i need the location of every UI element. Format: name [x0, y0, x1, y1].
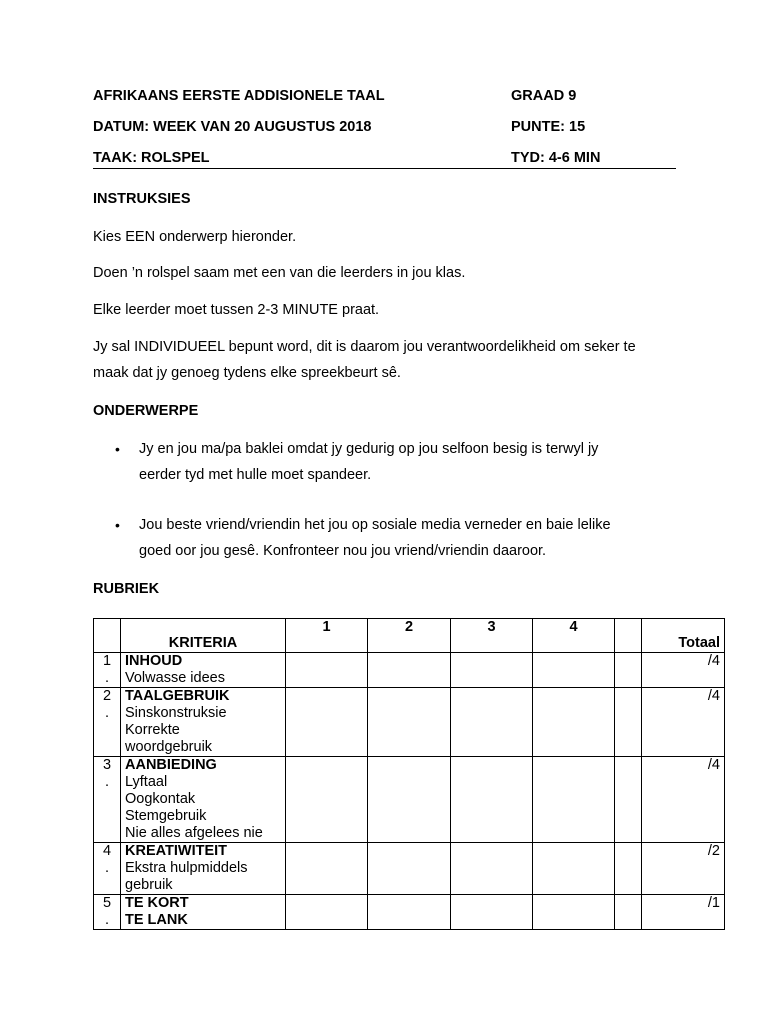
score-cell[interactable] — [368, 843, 451, 895]
header-row-subject — [93, 88, 676, 108]
criterion-detail: Oogkontak — [125, 791, 196, 807]
score-cell[interactable] — [533, 895, 615, 930]
rubric-header-score: 4 — [533, 619, 615, 653]
score-cell[interactable] — [533, 843, 615, 895]
rubric-row-number: 3 . — [94, 757, 121, 843]
score-cell[interactable] — [451, 757, 533, 843]
criterion-detail: Lyftaal — [125, 774, 168, 790]
rubric-header-row — [94, 619, 725, 653]
score-cell[interactable] — [451, 843, 533, 895]
criterion-detail: Volwasse idees — [125, 670, 225, 686]
criterion-detail: Korrekte — [125, 722, 180, 738]
instruction-line: Elke leerder moet tussen 2-3 MINUTE praat. — [93, 302, 380, 318]
criterion-title: KREATIWITEIT — [125, 843, 228, 859]
rubric-row — [94, 895, 725, 930]
header-row-date — [93, 119, 676, 139]
score-cell[interactable] — [533, 688, 615, 757]
criterion-detail: Ekstra hulpmiddels — [125, 860, 248, 876]
rubric-criterion — [121, 757, 286, 843]
instructions-heading: INSTRUKSIES — [93, 191, 191, 207]
score-cell[interactable] — [615, 895, 642, 930]
header-row-task — [93, 150, 676, 170]
criterion-title: TAALGEBRUIK — [125, 688, 230, 704]
criterion-title: AANBIEDING — [125, 757, 217, 773]
criterion-detail: gebruik — [125, 877, 173, 893]
rubric-header-score: 2 — [368, 619, 451, 653]
header-divider — [93, 168, 676, 169]
score-cell[interactable] — [615, 843, 642, 895]
criterion-detail: Nie alles afgelees nie — [125, 825, 263, 841]
score-cell[interactable] — [368, 653, 451, 688]
marks-label: PUNTE: 15 — [511, 119, 586, 135]
grade-label: GRAAD 9 — [511, 88, 577, 104]
topics-heading: ONDERWERPE — [93, 403, 199, 419]
score-cell[interactable] — [533, 653, 615, 688]
rubric-header-score: 3 — [451, 619, 533, 653]
date-label: DATUM: WEEK VAN 20 AUGUSTUS 2018 — [93, 119, 372, 135]
rubric-row-number: 1 . — [94, 653, 121, 688]
rubric-row-number: 4 . — [94, 843, 121, 895]
criterion-detail: TE LANK — [125, 912, 188, 928]
instruction-line: maak dat jy genoeg tydens elke spreekbeurt sê. — [93, 365, 401, 381]
rubric-criterion — [121, 895, 286, 930]
total-cell: /1 — [642, 895, 725, 930]
criterion-title: INHOUD — [125, 653, 183, 669]
score-cell[interactable] — [533, 757, 615, 843]
score-cell[interactable] — [615, 653, 642, 688]
task-label: TAAK: ROLSPEL — [93, 150, 210, 166]
score-cell[interactable] — [368, 757, 451, 843]
score-cell[interactable] — [451, 688, 533, 757]
rubric-row-number: 2 . — [94, 688, 121, 757]
instruction-line: Jy sal INDIVIDUEEL bepunt word, dit is daarom jou verantwoordelikheid om seker te — [93, 339, 636, 355]
criterion-detail: Stemgebruik — [125, 808, 207, 824]
rubric-row-number: 5 . — [94, 895, 121, 930]
rubric-criterion — [121, 843, 286, 895]
score-cell[interactable] — [286, 843, 368, 895]
criterion-detail: Sinskonstruksie — [125, 705, 227, 721]
topic-line: Jou beste vriend/vriendin het jou op sosiale media verneder en baie lelike — [139, 517, 611, 533]
total-cell: /2 — [642, 843, 725, 895]
total-cell: /4 — [642, 688, 725, 757]
topic-line: eerder tyd met hulle moet spandeer. — [139, 467, 372, 483]
score-cell[interactable] — [286, 653, 368, 688]
topic-line: Jy en jou ma/pa baklei omdat jy gedurig op jou selfoon besig is terwyl jy — [139, 441, 599, 457]
rubric-table — [93, 618, 725, 930]
time-label: TYD: 4-6 MIN — [511, 150, 601, 166]
instruction-line: Kies EEN onderwerp hieronder. — [93, 229, 297, 245]
rubric-row — [94, 688, 725, 757]
score-cell[interactable] — [286, 688, 368, 757]
score-cell[interactable] — [368, 688, 451, 757]
criterion-title: TE KORT — [125, 895, 189, 911]
rubric-row — [94, 843, 725, 895]
rubric-criterion — [121, 653, 286, 688]
bullet-icon: • — [115, 441, 120, 457]
rubric-criterion — [121, 688, 286, 757]
score-cell[interactable] — [286, 757, 368, 843]
score-cell[interactable] — [615, 688, 642, 757]
total-cell: /4 — [642, 653, 725, 688]
score-cell[interactable] — [451, 653, 533, 688]
total-cell: /4 — [642, 757, 725, 843]
score-cell[interactable] — [286, 895, 368, 930]
rubric-heading: RUBRIEK — [93, 581, 160, 597]
rubric-header-score — [615, 619, 642, 653]
score-cell[interactable] — [615, 757, 642, 843]
rubric-header-total: Totaal — [642, 619, 725, 653]
score-cell[interactable] — [368, 895, 451, 930]
score-cell[interactable] — [451, 895, 533, 930]
topic-line: goed oor jou gesê. Konfronteer nou jou vriend/vriendin daaroor. — [139, 543, 547, 559]
criterion-detail: woordgebruik — [125, 739, 213, 755]
instruction-line: Doen ’n rolspel saam met een van die leerders in jou klas. — [93, 265, 466, 281]
rubric-header-num — [94, 619, 121, 653]
rubric-header-score: 1 — [286, 619, 368, 653]
rubric-row — [94, 757, 725, 843]
subject-title: AFRIKAANS EERSTE ADDISIONELE TAAL — [93, 88, 385, 104]
rubric-header-kriteria: KRITERIA — [121, 619, 286, 653]
bullet-icon: • — [115, 517, 120, 533]
rubric-row — [94, 653, 725, 688]
